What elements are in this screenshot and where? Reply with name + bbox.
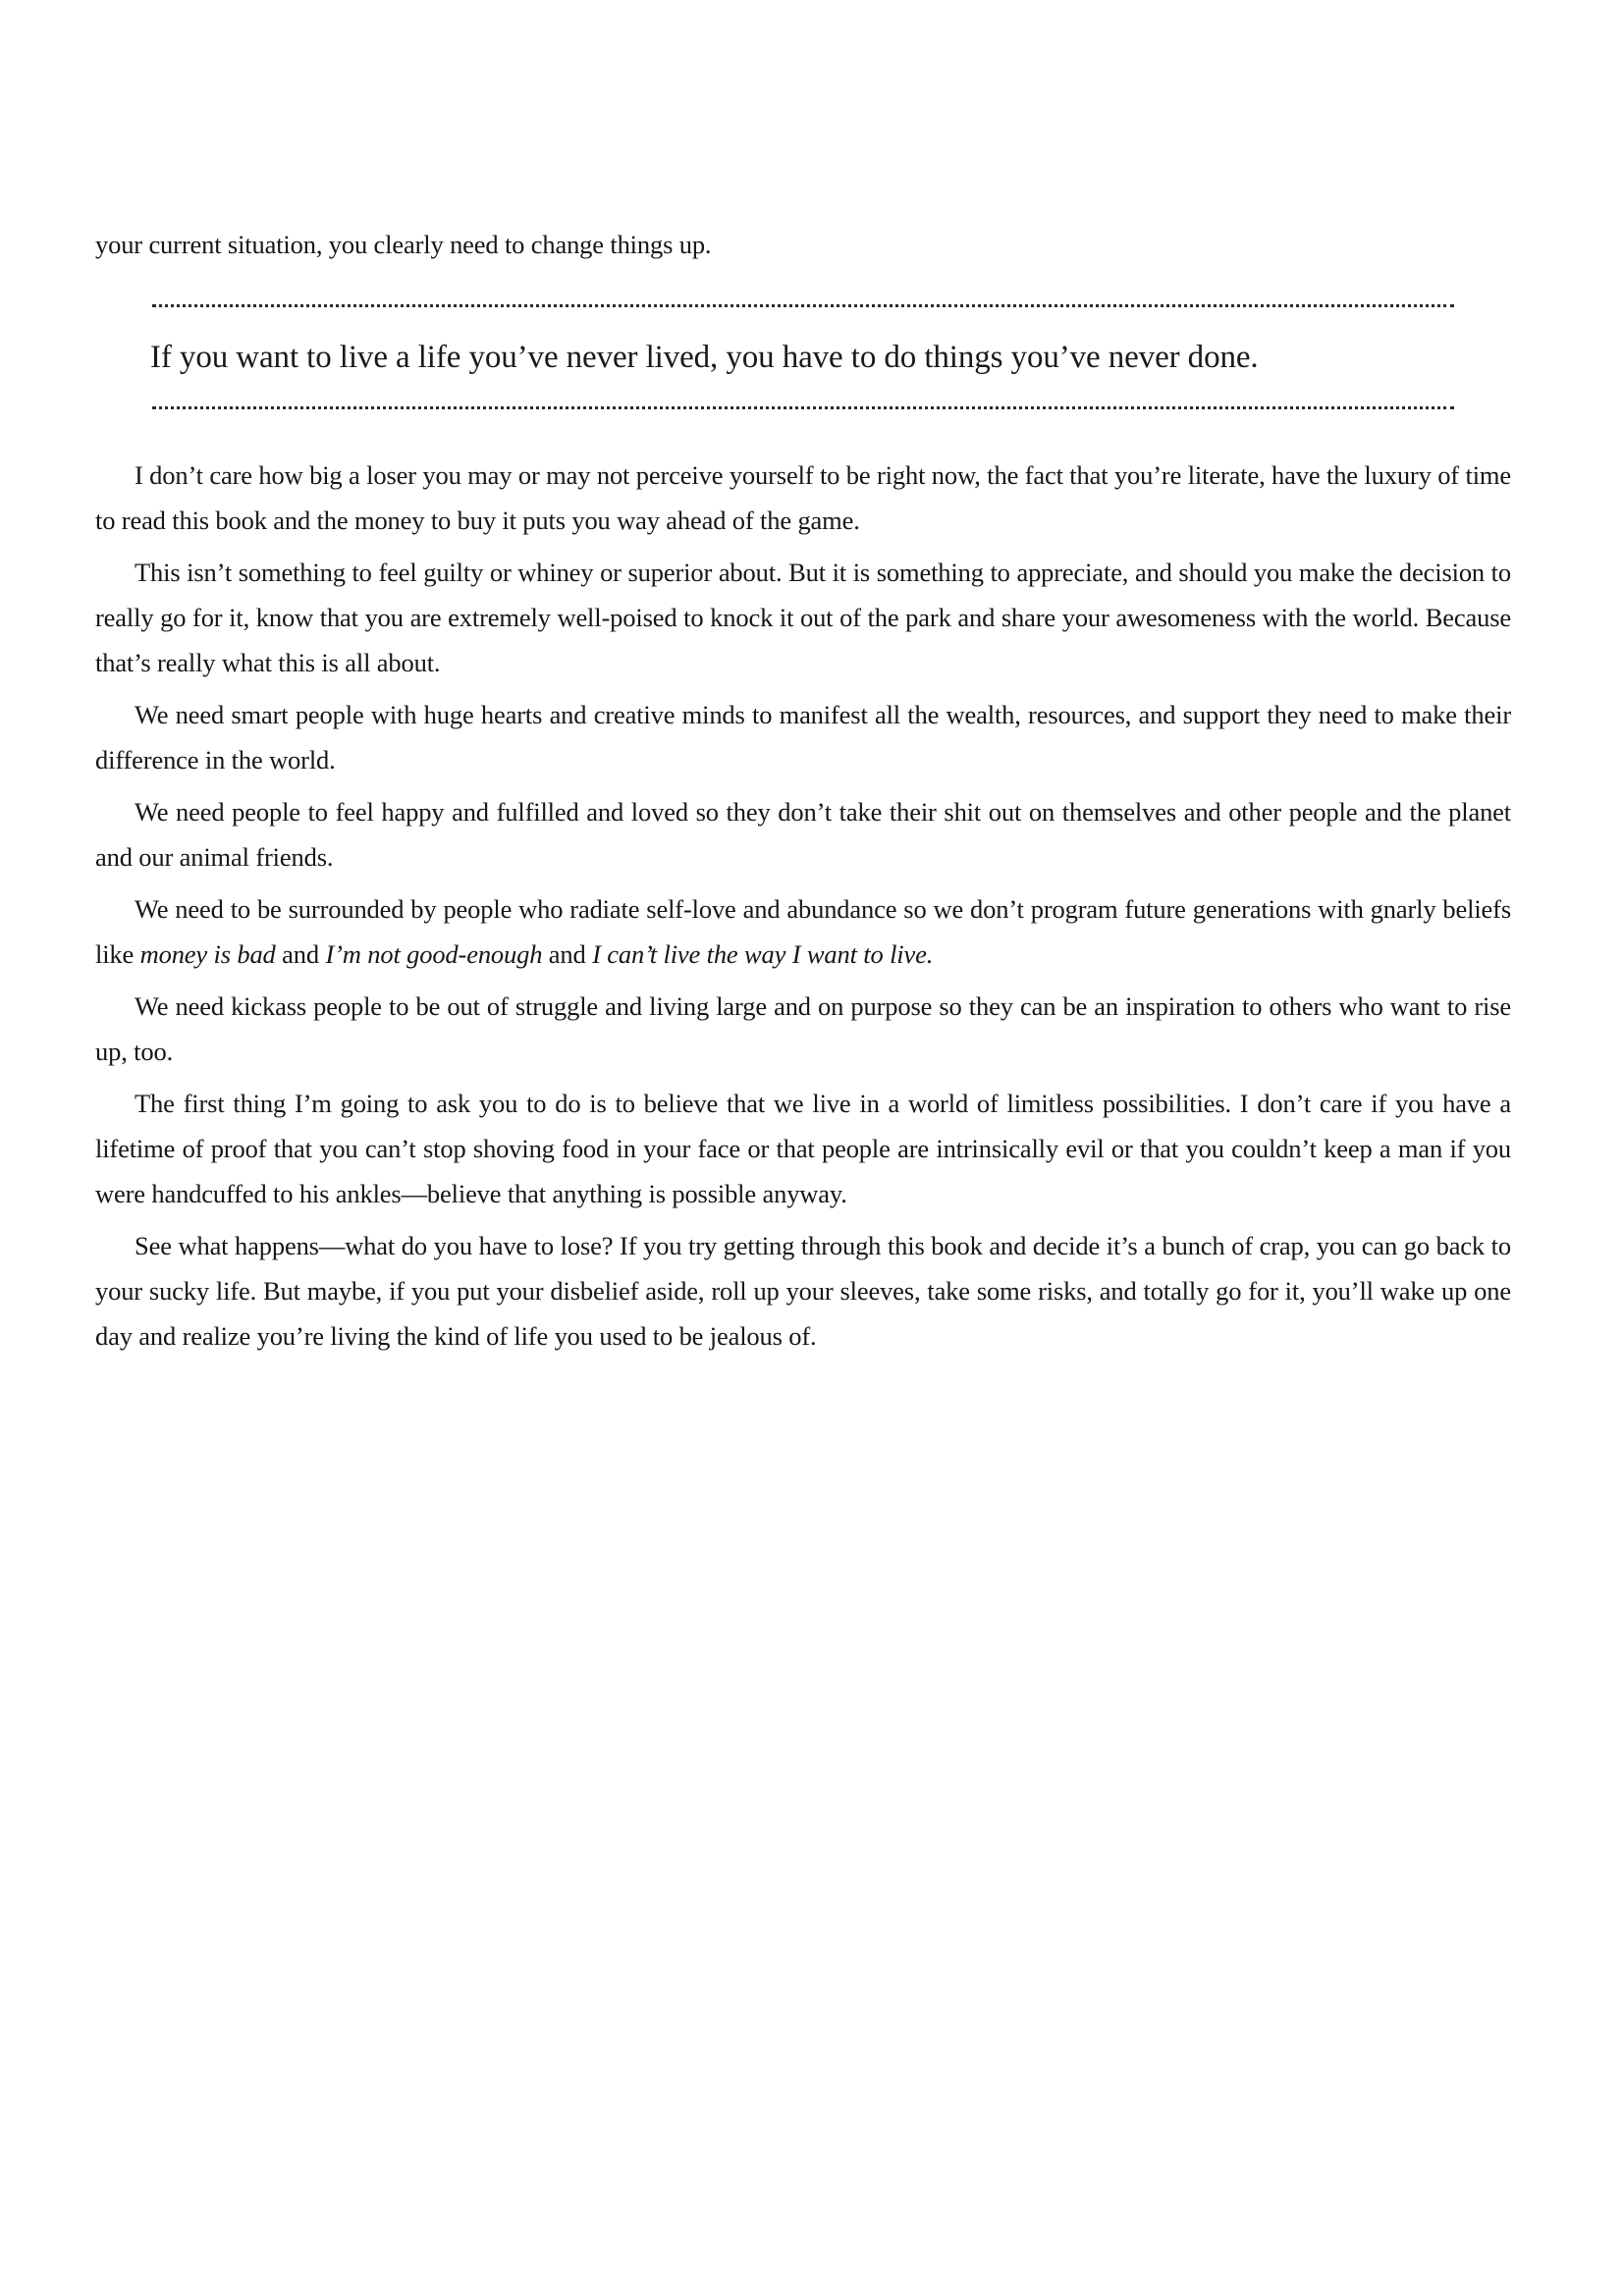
paragraph-5-join-1: and <box>275 939 326 969</box>
paragraph-5-italic-3: I can’t live the way I want to live. <box>592 939 934 969</box>
paragraph-5-italic-2: I’m not good-enough <box>325 939 543 969</box>
opening-line: your current situation, you clearly need to change things up. <box>95 230 712 259</box>
pull-quote-text: If you want to live a life you’ve never lived, you have to do things you’ve never done. <box>150 340 1259 375</box>
paragraph-1: I don’t care how big a loser you may or may not perceive yourself to be right now, the fact that you’re literate, have the luxury of time to read this book and the money to buy it puts you way ahead of the game. <box>95 460 1511 535</box>
paragraph-5-italic-1: money is bad <box>139 939 276 969</box>
pull-quote <box>95 304 1511 409</box>
paragraph-7: The first thing I’m going to ask you to do is to believe that we live in a world of limitless possibilities. I don’t care if you have a lifetime of proof that you can’t stop shoving food in your face or that people are intrinsically evil or that you couldn’t keep a man if you were handcuffed to his ankles—believe that anything is possible anyway. <box>95 1089 1511 1208</box>
paragraph-6: We need kickass people to be out of struggle and living large and on purpose so they can be an inspiration to others who want to rise up, too. <box>95 991 1511 1066</box>
paragraph-5 <box>95 886 1511 977</box>
paragraph-2: This isn’t something to feel guilty or whiney or superior about. But it is something to appreciate, and should you make the decision to really go for it, know that you are extremely well-poised to knock it out of the park and share your awesomeness with the world. Because that’s really what this is all about. <box>95 558 1511 677</box>
paragraph-5-lead: We need to be surrounded by people who radiate self-love and abundance so we don’t program future generations with gnarly beliefs like <box>95 894 1511 969</box>
paragraph-4: We need people to feel happy and fulfilled and loved so they don’t take their shit out on themselves and other people and the planet and our animal friends. <box>95 797 1511 872</box>
pull-quote-bottom-rule <box>152 406 1454 409</box>
paragraph-3: We need smart people with huge hearts and creative minds to manifest all the wealth, resources, and support they need to make their difference in the world. <box>95 700 1511 774</box>
paragraph-8: See what happens—what do you have to lose? If you try getting through this book and decide it’s a bunch of crap, you can go back to your sucky life. But maybe, if you put your disbelief aside, roll up your sleeves, take some risks, and totally go for it, you’ll wake up one day and realize you’re living the kind of life you used to be jealous of. <box>95 1231 1511 1351</box>
paragraph-5-join-2: and <box>542 939 593 969</box>
body-text <box>95 222 1511 1365</box>
